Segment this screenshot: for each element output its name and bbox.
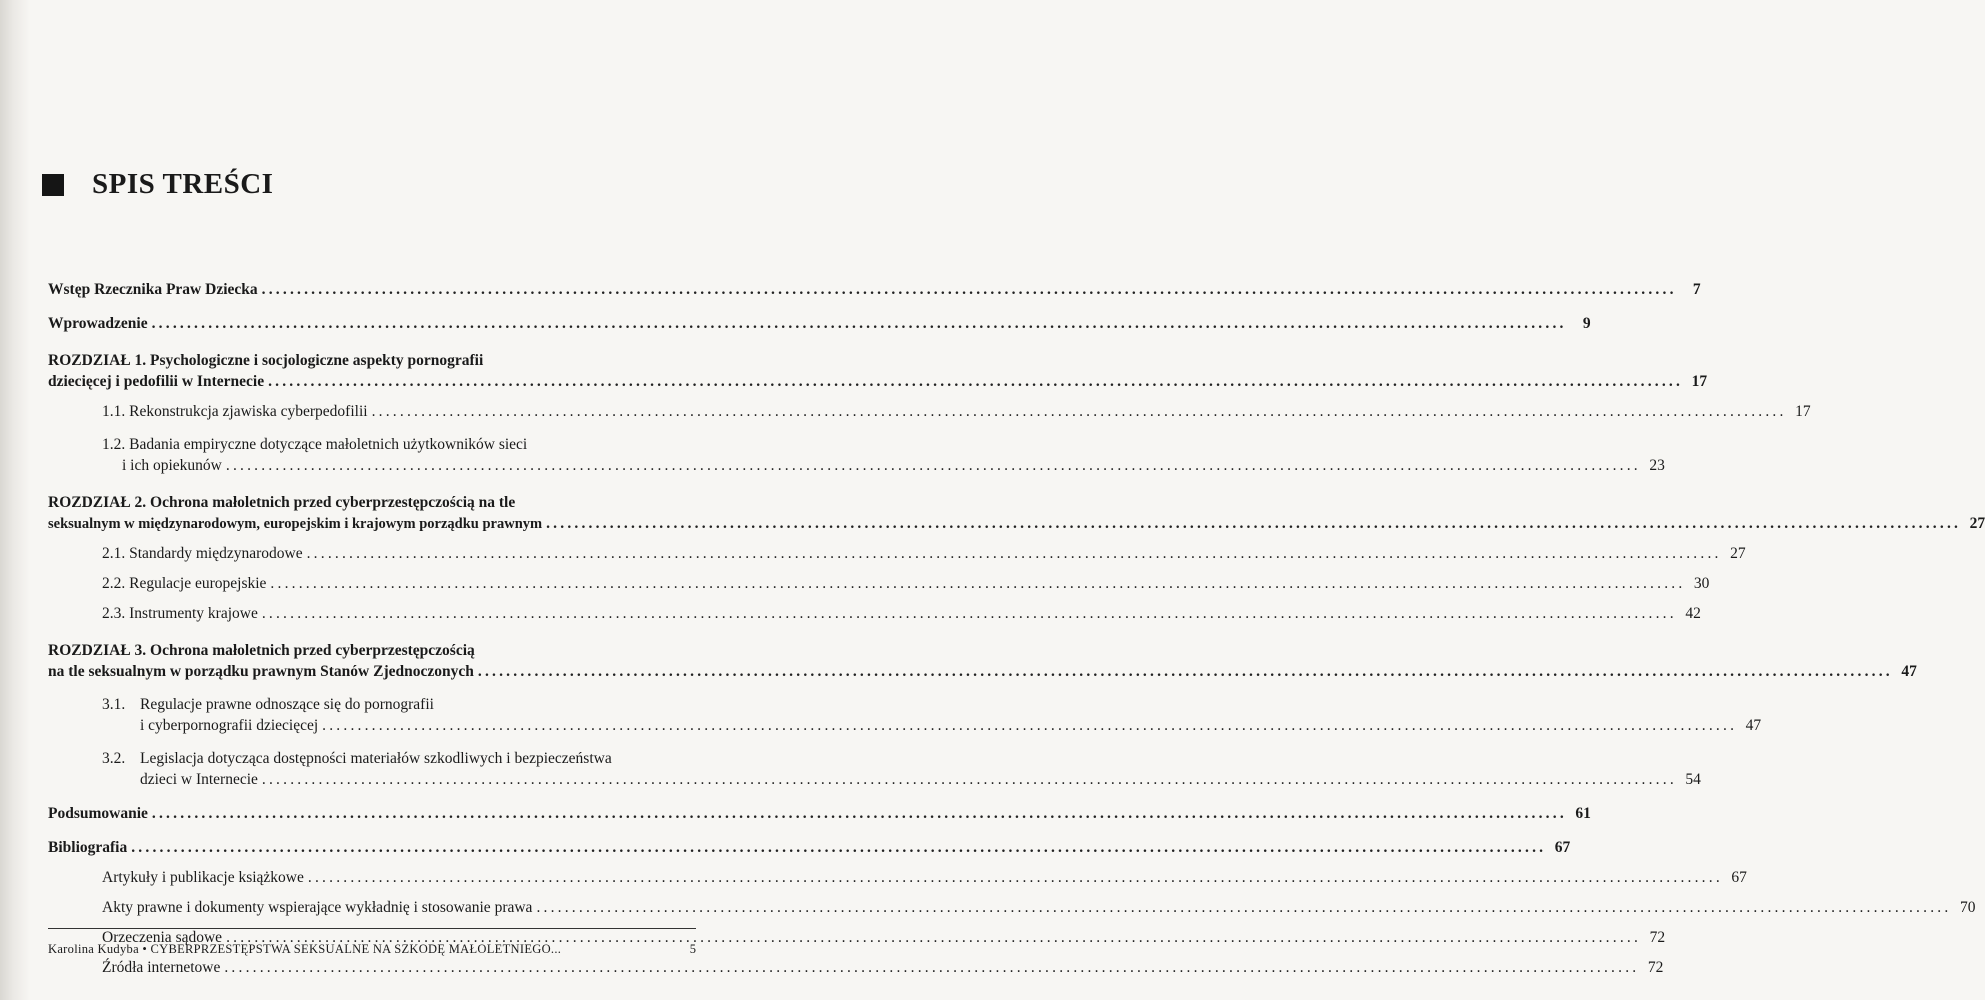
toc-entry-text: 2.1. Standardy międzynarodowe: [102, 545, 303, 562]
toc-entry-text-line2: i cyberpornografii dziecięcej: [140, 717, 319, 734]
table-of-contents: [48, 281, 1985, 983]
toc-page-number: 30: [1693, 575, 1710, 592]
page-footer: [48, 928, 696, 957]
toc-heading: [42, 168, 273, 201]
leader-dots: ........................................................................................................................................................................................................: [477, 663, 1893, 680]
toc-entry-text: Źródła internetowe: [102, 959, 221, 976]
toc-entry-section-2-2: [48, 575, 1710, 599]
toc-entry-text-line1: 1.2. Badania empiryczne dotyczące małoletnich użytkowników sieci: [102, 436, 528, 453]
toc-entry-text-line1: Regulacje prawne odnoszące się do pornografii: [140, 696, 434, 713]
leader-dots: ........................................................................................................................................................................................................: [261, 605, 1677, 622]
leader-dots: ........................................................................................................................................................................................................: [151, 315, 1567, 332]
toc-entry-section-1-2: [48, 433, 1665, 481]
toc-entry-bib-legal-acts: [48, 899, 1976, 923]
toc-page-number: 17: [1795, 403, 1811, 420]
toc-entry-text-line1: ROZDZIAŁ 2. Ochrona małoletnich przed cyberprzestępczością na tle: [48, 494, 516, 511]
toc-entry-text-line1: ROZDZIAŁ 3. Ochrona małoletnich przed cyberprzestępczością: [48, 642, 475, 659]
toc-page-number: 70: [1959, 899, 1976, 916]
toc-entry-text: Podsumowanie: [48, 805, 148, 822]
toc-page-number: 67: [1554, 839, 1571, 856]
leader-dots: ........................................................................................................................................................................................................: [268, 373, 1684, 390]
toc-entry-text-line2: dzieci w Internecie: [140, 771, 258, 788]
toc-entry-introduction: [48, 315, 1591, 339]
toc-section-number: 3.2.: [102, 750, 126, 767]
toc-page-number: 7: [1692, 281, 1701, 298]
leader-dots: ........................................................................................................................................................................................................: [536, 899, 1952, 916]
toc-entry-text: 1.1. Rekonstrukcja zjawiska cyberpedofilii: [102, 403, 368, 420]
toc-page-number: 42: [1685, 605, 1701, 622]
leader-dots: ........................................................................................................................................................................................................: [322, 717, 1738, 734]
toc-entry-text: Wstęp Rzecznika Praw Dziecka: [48, 281, 258, 298]
toc-entry-text: Bibliografia: [48, 839, 128, 856]
leader-dots: ........................................................................................................................................................................................................: [224, 959, 1640, 976]
toc-entry-section-3-2: [48, 747, 1701, 795]
footer-page-number: 5: [689, 942, 696, 956]
toc-entry-bib-articles: [48, 869, 1747, 893]
toc-entry-text: Artykuły i publikacje książkowe: [102, 869, 304, 886]
toc-page-number: 61: [1575, 805, 1591, 822]
toc-entry-text: 2.2. Regulacje europejskie: [102, 575, 267, 592]
page-title: SPIS TREŚCI: [92, 168, 274, 200]
toc-entry-text-line2: na tle seksualnym w porządku prawnym Stanów Zjednoczonych: [48, 663, 474, 680]
toc-entry-text-line2: seksualnym w międzynarodowym, europejskim i krajowym porządku prawnym: [48, 516, 543, 532]
toc-page-number: 27: [1969, 515, 1985, 532]
toc-page-number: 17: [1691, 373, 1708, 390]
toc-entry-section-3-1: [48, 693, 1762, 741]
toc-page-number: 23: [1649, 457, 1665, 474]
toc-entry-text-line2: dziecięcej i pedofilii w Internecie: [48, 373, 265, 390]
toc-entry-chapter-2: [48, 491, 1985, 539]
toc-entry-text: Wprowadzenie: [48, 315, 148, 332]
leader-dots: ........................................................................................................................................................................................................: [270, 575, 1686, 592]
leader-dots: ........................................................................................................................................................................................................: [261, 281, 1677, 298]
toc-entry-section-2-1: [48, 545, 1746, 569]
heading-square-marker: [42, 174, 64, 196]
toc-entry-text: Akty prawne i dokumenty wspierające wykładnię i stosowanie prawa: [102, 899, 533, 916]
leader-dots: ........................................................................................................................................................................................................: [306, 545, 1722, 562]
footer-book-title: CYBERPRZESTĘPSTWA SEKSUALNE NA SZKODĘ MAŁOLETNIEGO...: [150, 942, 562, 956]
footer-running-title: [48, 942, 561, 957]
toc-entry-text-line1: Legislacja dotycząca dostępności materiałów szkodliwych i bezpieczeństwa: [140, 750, 612, 767]
page-spine-shadow: [0, 0, 30, 1000]
leader-dots: ........................................................................................................................................................................................................: [546, 515, 1962, 532]
toc-entry-summary: [48, 805, 1591, 829]
leader-dots: ........................................................................................................................................................................................................: [307, 869, 1723, 886]
footer-separator: •: [142, 942, 148, 956]
footer-author: Karolina Kudyba: [48, 942, 139, 956]
toc-page-number: 54: [1685, 771, 1701, 788]
toc-page-number: 27: [1730, 545, 1746, 562]
toc-page-number: 72: [1649, 929, 1666, 946]
toc-entry-section-1-1: [48, 403, 1811, 427]
toc-page-number: 9: [1582, 315, 1591, 332]
leader-dots: ........................................................................................................................................................................................................: [131, 839, 1547, 856]
toc-entry-section-2-3: [48, 605, 1701, 629]
toc-entry-chapter-1: [48, 349, 1708, 397]
toc-entry-bibliography: [48, 839, 1571, 863]
toc-entry-intro: [48, 281, 1701, 305]
leader-dots: ........................................................................................................................................................................................................: [226, 929, 1642, 946]
leader-dots: ........................................................................................................................................................................................................: [225, 457, 1641, 474]
toc-entry-text-line1: ROZDZIAŁ 1. Psychologiczne i socjologiczne aspekty pornografii: [48, 352, 484, 369]
toc-entry-bib-internet: [48, 959, 1664, 983]
leader-dots: ........................................................................................................................................................................................................: [151, 805, 1567, 822]
toc-entry-chapter-3: [48, 639, 1917, 687]
toc-entry-text: 2.3. Instrumenty krajowe: [102, 605, 258, 622]
toc-section-number: 3.1.: [102, 696, 126, 713]
toc-page-number: 72: [1647, 959, 1664, 976]
toc-page-number: 67: [1731, 869, 1747, 886]
toc-page-number: 47: [1901, 663, 1917, 680]
toc-entry-text: Orzeczenia sądowe: [102, 929, 223, 946]
toc-entry-text-line2: i ich opiekunów: [122, 457, 222, 474]
toc-page-number: 47: [1745, 717, 1762, 734]
leader-dots: ........................................................................................................................................................................................................: [371, 403, 1787, 420]
leader-dots: ........................................................................................................................................................................................................: [261, 771, 1677, 788]
